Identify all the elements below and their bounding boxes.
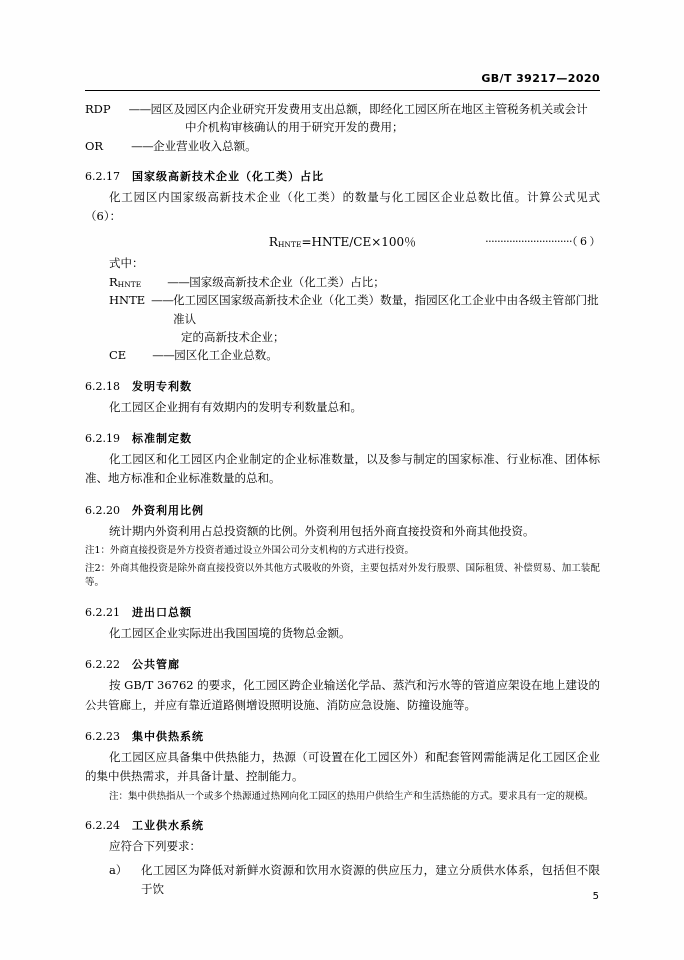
formula-number: ·····························（ 6 ） bbox=[485, 234, 600, 248]
section-title: 标准制定数 bbox=[132, 432, 192, 446]
definition-desc: 化工园区国家级高新技术企业（化工类）数量，指园区化工企业中由各级主管部门批准认 bbox=[173, 293, 599, 326]
definition-row bbox=[109, 273, 600, 291]
formula-subscript: HNTE bbox=[277, 239, 302, 249]
section-heading-6-2-19 bbox=[85, 430, 600, 446]
definition-term: OR bbox=[85, 138, 104, 153]
section-title: 外资利用比例 bbox=[132, 503, 204, 517]
section-paragraph: 化工园区和化工园区内企业制定的企业标准数量，以及参与制定的国家标准、行业标准、团体标准、地方标准和企业标准数量的总和。 bbox=[85, 452, 600, 486]
definition-term: $R_{HNTE}$ bbox=[109, 274, 142, 289]
formula-6 bbox=[85, 233, 600, 250]
list-item-label: a） bbox=[109, 862, 128, 877]
definition-desc: 国家级高新技术企业（化工类）占比； bbox=[189, 274, 385, 289]
definition-row bbox=[109, 291, 600, 328]
section-heading-6-2-18 bbox=[85, 378, 600, 394]
definition-dash: —— bbox=[167, 274, 190, 289]
definition-desc: 园区及园区内企业研究开发费用支出总额，即经化工园区所在地区主管税务机关或会计 bbox=[150, 102, 588, 116]
section-paragraph: 按 GB/T 36762 的要求，化工园区跨企业输送化学品、蒸汽和污水等的管道应架设在地上建设的公共管廊上，并应有靠近道路侧增设照明设施、消防应急设施、防撞设施等。 bbox=[85, 678, 600, 712]
definition-cont: 中介机构审核确认的用于研究开发的费用； bbox=[185, 120, 404, 135]
section-heading-6-2-23 bbox=[85, 728, 600, 744]
definition-dash: —— bbox=[131, 138, 154, 153]
section-title: 国家级高新技术企业（化工类）占比 bbox=[132, 170, 324, 184]
section-paragraph: 化工园区应具备集中供热能力，热源（可设置在化工园区外）和配套管网需能满足化工园区企业的集中供热需求，并具备计量、控制能力。 bbox=[85, 750, 600, 784]
section-number: 6.2.22 bbox=[85, 658, 120, 672]
note-item: 注1：外商直接投资是外方投资者通过设立外国公司分支机构的方式进行投资。 bbox=[85, 544, 415, 556]
section-number: 6.2.24 bbox=[85, 819, 120, 833]
section-number: 6.2.19 bbox=[85, 432, 120, 446]
list-item bbox=[109, 861, 600, 900]
definition-term: CE bbox=[109, 348, 127, 363]
definition-row bbox=[85, 100, 600, 118]
definition-desc: 企业营业收入总额。 bbox=[153, 138, 257, 153]
formula-legend-label: 式中： bbox=[109, 255, 144, 270]
section-number: 6.2.21 bbox=[85, 606, 120, 620]
list-item-text: 化工园区为降低对新鲜水资源和饮用水资源的供应压力，建立分质供水体系，包括但不限于饮 bbox=[141, 862, 600, 897]
section-number: 6.2.23 bbox=[85, 730, 120, 744]
page-number: 5 bbox=[592, 891, 599, 902]
section-title: 公共管廊 bbox=[132, 658, 180, 672]
definition-term: RDP bbox=[85, 102, 111, 116]
section-title: 进出口总额 bbox=[132, 606, 192, 620]
section-number: 6.2.20 bbox=[85, 503, 120, 517]
section-paragraph: 统计期内外资利用占总投资额的比例。外资利用包括外商直接投资和外商其他投资。 bbox=[109, 523, 535, 538]
section-number: 6.2.17 bbox=[85, 170, 120, 184]
section-paragraph: 应符合下列要求： bbox=[109, 839, 201, 854]
definition-term-sub: HNTE bbox=[117, 279, 142, 289]
formula-var: R bbox=[268, 234, 278, 249]
section-heading-6-2-17 bbox=[85, 168, 600, 184]
section-title: 工业供水系统 bbox=[132, 819, 204, 833]
section-heading-6-2-24 bbox=[85, 817, 600, 833]
definition-row bbox=[85, 137, 600, 155]
note-item: 注2：外商其他投资是除外商直接投资以外其他方式吸收的外资，主要包括对外发行股票、国际租赁、补偿贸易、加工装配等。 bbox=[85, 562, 600, 589]
section-title: 集中供热系统 bbox=[132, 730, 204, 744]
section-heading-6-2-20 bbox=[85, 502, 600, 518]
header-divider bbox=[85, 90, 600, 91]
definition-cont: 定的高新技术企业； bbox=[181, 329, 285, 344]
section-paragraph: 化工园区企业拥有有效期内的发明专利数量总和。 bbox=[109, 399, 362, 414]
page-content bbox=[85, 98, 600, 899]
section-heading-6-2-21 bbox=[85, 604, 600, 620]
definition-term: HNTE bbox=[109, 293, 146, 308]
definition-dash: —— bbox=[152, 348, 175, 363]
definition-dash: —— bbox=[151, 293, 174, 308]
note-item: 注：集中供热指从一个或多个热源通过热网向化工园区的热用户供给生产和生活热能的方式。要求具有一定的规模。 bbox=[109, 790, 594, 802]
standard-number: GB/T 39217—2020 bbox=[481, 72, 600, 85]
page-header bbox=[85, 72, 600, 85]
formula-body: =HNTE/CE×100％ bbox=[301, 234, 417, 249]
section-paragraph: 化工园区企业实际进出我国国境的货物总金额。 bbox=[109, 626, 351, 641]
definition-dash: —— bbox=[128, 102, 151, 116]
section-heading-6-2-22 bbox=[85, 656, 600, 672]
definition-row bbox=[109, 346, 600, 364]
definition-desc: 园区化工企业总数。 bbox=[174, 348, 278, 363]
section-paragraph: 化工园区内国家级高新技术企业（化工类）的数量与化工园区企业总数比值。计算公式见式（6）： bbox=[85, 190, 600, 224]
section-number: 6.2.18 bbox=[85, 379, 120, 393]
section-title: 发明专利数 bbox=[132, 379, 192, 393]
